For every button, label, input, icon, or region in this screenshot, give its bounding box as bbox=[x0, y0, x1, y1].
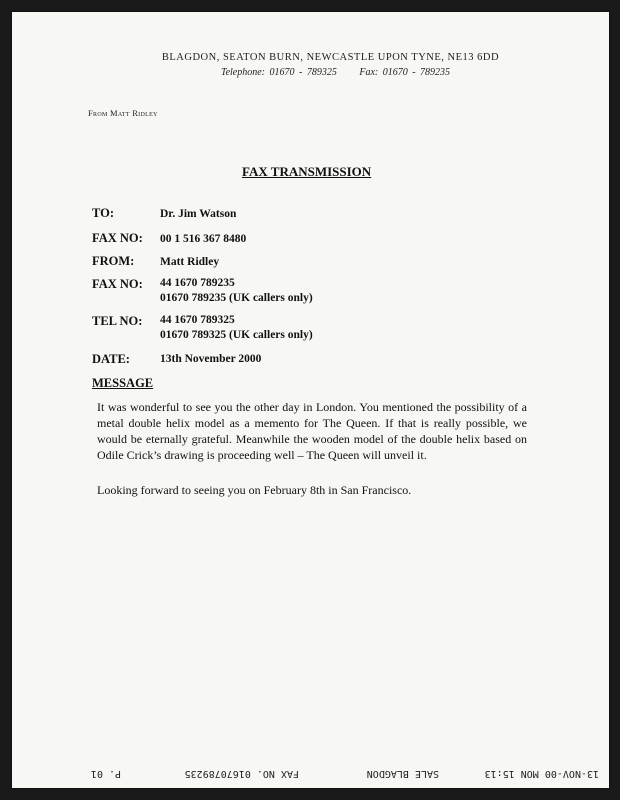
sender-fax-intl: 44 1670 789235 bbox=[160, 277, 235, 289]
letterhead-contact bbox=[12, 67, 609, 78]
letterhead-telephone: Telephone: 01670 - 789325 bbox=[220, 67, 337, 78]
footer-fax-no: FAX NO. 01670789235 bbox=[184, 768, 299, 779]
date-value: 13th November 2000 bbox=[160, 353, 262, 365]
message-paragraph-1: It was wonderful to see you the other day in London. You mentioned the possibility of a metal double helix model as a memento for The Queen. If that is really possible, we would be eternally grateful. Meanwhile the wooden model of the double helix based on Odile Crick’s drawing is proceeding well – The Queen will unveil it. bbox=[97, 400, 527, 462]
fax-no-label: FAX NO: bbox=[92, 231, 143, 245]
message-heading: MESSAGE bbox=[92, 376, 154, 390]
sender-fax-value bbox=[160, 276, 313, 306]
to-label: TO: bbox=[92, 206, 114, 220]
footer-datetime: 13-NOV-00 MON 15:13 bbox=[484, 768, 599, 779]
fax-transmission-footer bbox=[12, 762, 609, 782]
from-value: Matt Ridley bbox=[160, 256, 220, 268]
fax-page bbox=[12, 12, 609, 788]
tel-value bbox=[160, 313, 313, 343]
date-label: DATE: bbox=[92, 352, 130, 366]
from-label: FROM: bbox=[92, 254, 135, 268]
fax-no-value: 00 1 516 367 8480 bbox=[160, 233, 247, 245]
page-title: FAX TRANSMISSION bbox=[242, 164, 372, 179]
sender-fax-label: FAX NO: bbox=[92, 277, 143, 291]
tel-intl: 44 1670 789325 bbox=[160, 314, 235, 326]
letterhead-address: BLAGDON, SEATON BURN, NEWCASTLE UPON TYNE, NE13 6DD bbox=[161, 52, 500, 63]
tel-label: TEL NO: bbox=[92, 314, 143, 328]
footer-sender: SALE BLAGDON bbox=[366, 768, 439, 779]
letterhead-fax: Fax: 01670 - 789235 bbox=[359, 67, 451, 78]
to-value: Dr. Jim Watson bbox=[160, 208, 237, 220]
sender-fax-uk: 01670 789235 (UK callers only) bbox=[160, 292, 313, 304]
message-paragraph-2: Looking forward to seeing you on February 8th in San Francisco. bbox=[97, 483, 412, 497]
tel-uk: 01670 789325 (UK callers only) bbox=[160, 329, 313, 341]
footer-page: P. 01 bbox=[90, 768, 121, 779]
from-line: From Matt Ridley bbox=[88, 108, 158, 118]
